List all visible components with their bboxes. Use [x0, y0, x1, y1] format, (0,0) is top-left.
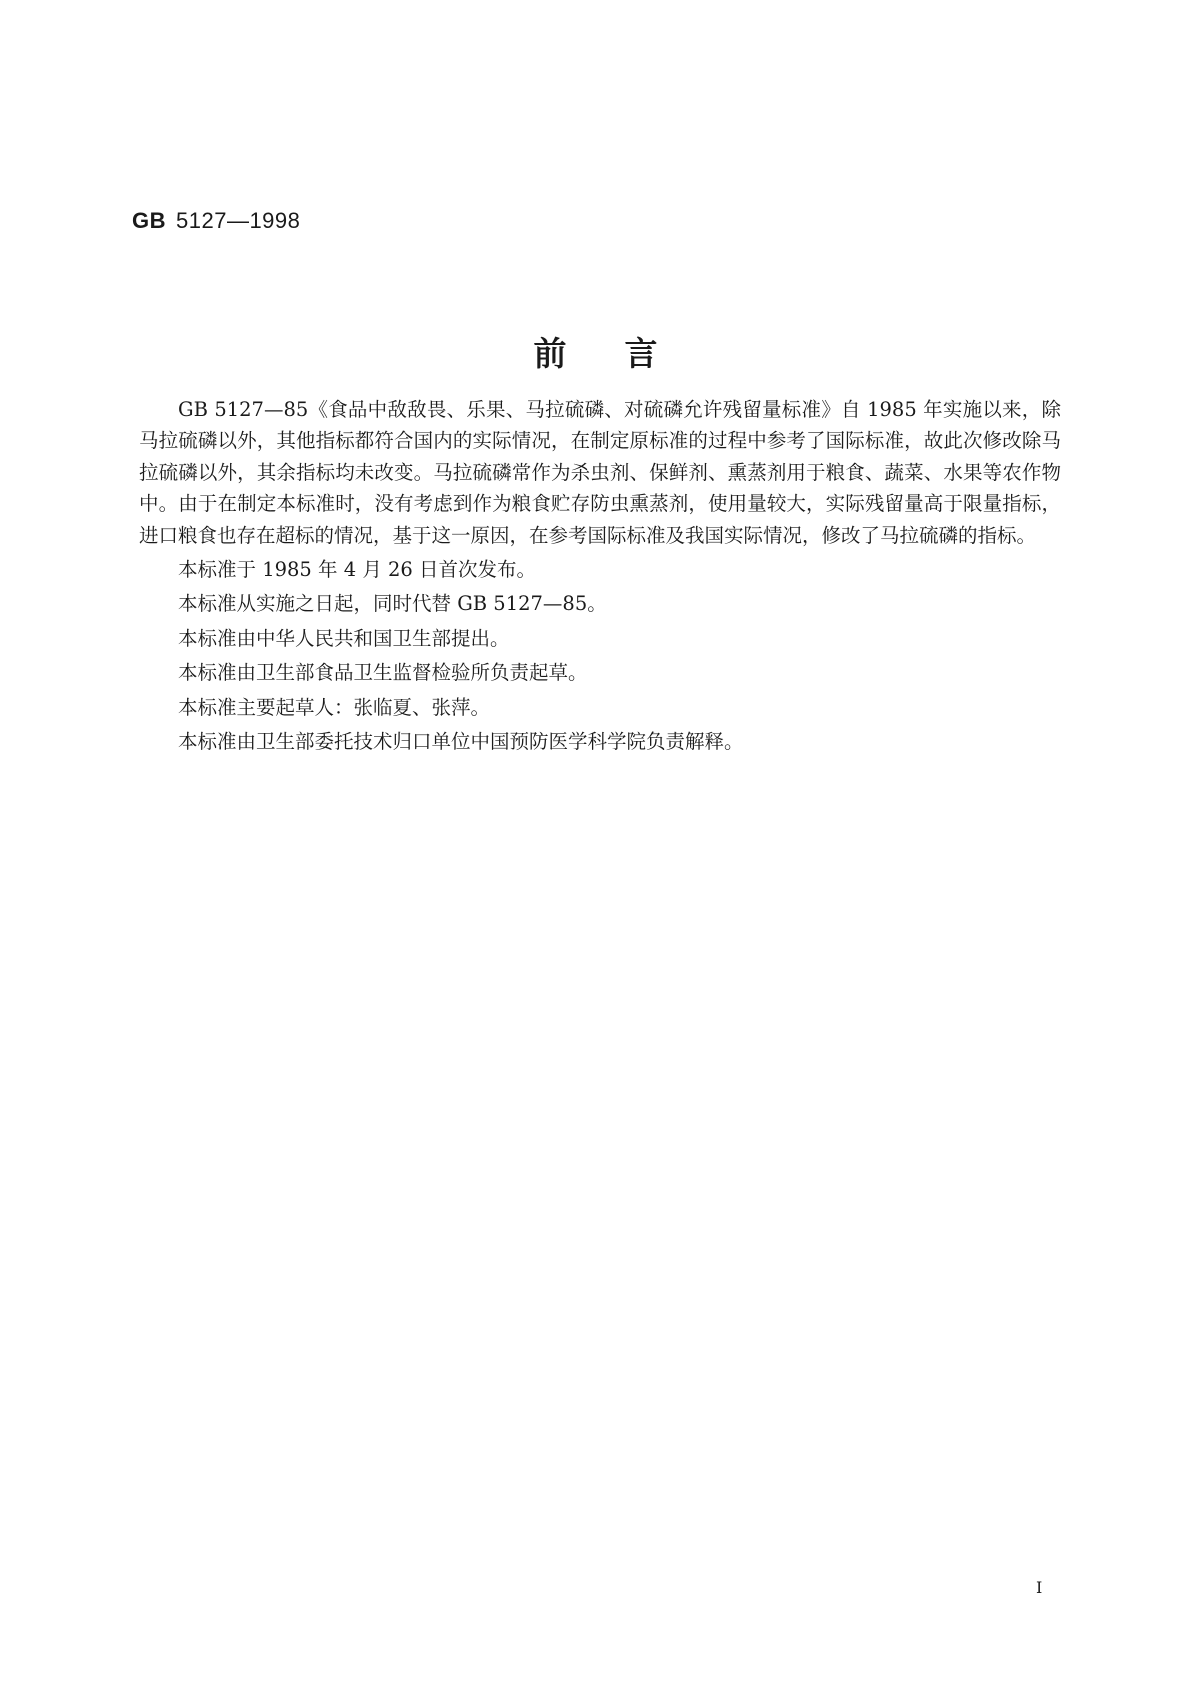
foreword-paragraph-main: GB 5127—85《食品中敌敌畏、乐果、马拉硫磷、对硫磷允许残留量标准》自 1985 年实施以来，除马拉硫磷以外，其他指标都符合国内的实际情况，在制定原标准的过程中参考了国际标准，故此次修改除马拉硫磷以外，其余指标均未改变。马拉硫磷常作为杀虫剂、保鲜剂、熏蒸剂用于粮食、蔬菜、水果等农作物中。由于在制定本标准时，没有考虑到作为粮食贮存防虫熏蒸剂，使用量较大，实际残留量高于限量指标，进口粮食也存在超标的情况，基于这一原因，在参考国际标准及我国实际情况，修改了马拉硫磷的指标。 [139, 398, 1061, 547]
foreword-paragraph-proposer: 本标准由中华人民共和国卫生部提出。 [178, 626, 510, 650]
standard-number [132, 208, 300, 234]
foreword-paragraph-release: 本标准于 1985 年 4 月 26 日首次发布。 [178, 558, 537, 582]
standard-prefix: GB [132, 208, 166, 233]
foreword-paragraph-interpretation: 本标准由卫生部委托技术归口单位中国预防医学科学院负责解释。 [178, 730, 744, 754]
page-title: 前言 [533, 334, 716, 373]
foreword-body [139, 394, 1061, 757]
foreword-paragraph-replaces: 本标准从实施之日起，同时代替 GB 5127—85。 [178, 592, 607, 616]
standard-code: 5127—1998 [176, 208, 301, 233]
page-number: I [1036, 1578, 1043, 1597]
foreword-paragraph-drafting-unit: 本标准由卫生部食品卫生监督检验所负责起草。 [178, 661, 588, 685]
foreword-paragraph-drafters: 本标准主要起草人：张临夏、张萍。 [178, 695, 491, 719]
